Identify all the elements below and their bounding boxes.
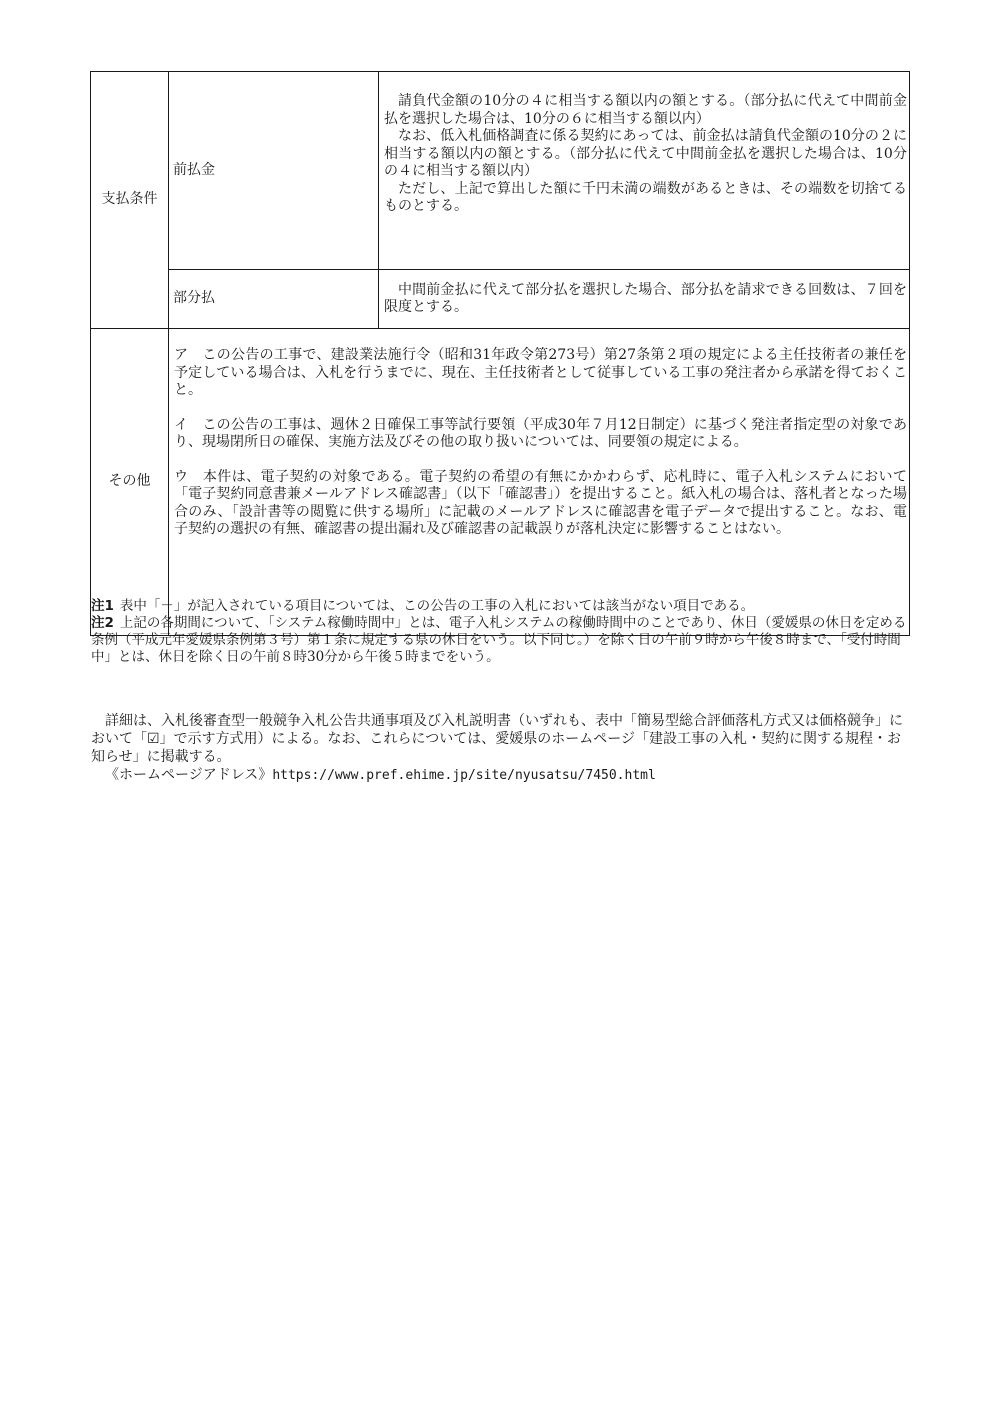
payment-conditions-heading: 支払条件: [91, 72, 169, 329]
other-item: イ この公告の工事は、週休２日確保工事等試行要領（平成30年７月12日制定）に基づく発注者指定型の対象であり、現場閉所日の確保、実施方法及びその他の取り扱いについては、同要領の規定による。: [174, 416, 907, 450]
note-2-text: 上記の各期間について、「システム稼働時間中」とは、電子入札システムの稼働時間中のことであり、休日（愛媛県の休日を定める条例（平成元年愛媛県条例第３号）第１条に規定する県の休日をいう。以下同じ。）を除く日の午前９時から午後８時まで、「受付時間中」とは、休日を除く日の午前８時30分から午後５時までをいう。: [91, 615, 907, 665]
advance-payment-text: [379, 72, 910, 270]
other-item: ウ 本件は、電子契約の対象である。電子契約の希望の有無にかかわらず、応札時に、電子入札システムにおいて「電子契約同意書兼メールアドレス確認書」（以下「確認書」）を提出すること。紙入札の場合は、落札者となった場合のみ、「設計書等の閲覧に供する場所」に記載のメールアドレスに確認書を電子データで提出すること。なお、電子契約の選択の有無、確認書の提出漏れ及び確認書の記載誤りが落札決定に影響することはない。: [174, 468, 907, 537]
table-row: [91, 270, 910, 329]
note-1-text: 表中「－」が記入されている項目については、この公告の工事の入札においては該当がない項目である。: [119, 598, 755, 614]
partial-payment-text: [379, 270, 910, 329]
table-row: [91, 72, 910, 270]
note-2-tag: 注2: [91, 615, 114, 631]
note-1-tag: 注1: [91, 598, 114, 614]
notes-section: [91, 598, 911, 666]
details-text: 詳細は、入札後審査型一般競争入札公告共通事項及び入札説明書（いずれも、表中「簡易型総合評価落札方式又は価格競争」において「☑」で示す方式用）による。なお、これらについては、愛媛県のホームページ「建設工事の入札・契約に関する規程・お知らせ」に掲載する。: [91, 713, 903, 765]
partial-payment-label: 部分払: [169, 270, 379, 329]
advance-payment-label: 前払金: [169, 72, 379, 270]
conditions-table: [90, 71, 910, 636]
advance-payment-paragraph: 請負代金額の10分の４に相当する額以内の額とする。（部分払に代えて中間前金払を選択した場合は、10分の６に相当する額以内）: [384, 93, 907, 127]
homepage-address: [91, 766, 911, 785]
other-heading: その他: [91, 329, 169, 636]
partial-payment-paragraph: 中間前金払に代えて部分払を選択した場合、部分払を請求できる回数は、７回を限度とする。: [384, 281, 907, 315]
homepage-address-label: 《ホームページアドレス》: [105, 767, 273, 783]
advance-payment-paragraph: ただし、上記で算出した額に千円未満の端数があるときは、その端数を切捨てるものとする。: [384, 180, 907, 214]
other-item: ア この公告の工事で、建設業法施行令（昭和31年政令第273号）第27条第２項の規定による主任技術者の兼任を予定している場合は、入札を行うまでに、現在、主任技術者として従事している工事の発注者から承諾を得ておくこと。: [174, 347, 907, 398]
details-section: [91, 712, 911, 785]
note-1: [91, 598, 911, 615]
other-text: [169, 329, 910, 636]
homepage-url[interactable]: https://www.pref.ehime.jp/site/nyusatsu/7450.html: [272, 768, 656, 783]
table-row: [91, 329, 910, 636]
note-2: [91, 615, 911, 666]
advance-payment-paragraph: なお、低入札価格調査に係る契約にあっては、前金払は請負代金額の10分の２に相当する額以内の額とする。（部分払に代えて中間前金払を選択した場合は、10分の４に相当する額以内）: [384, 128, 907, 179]
